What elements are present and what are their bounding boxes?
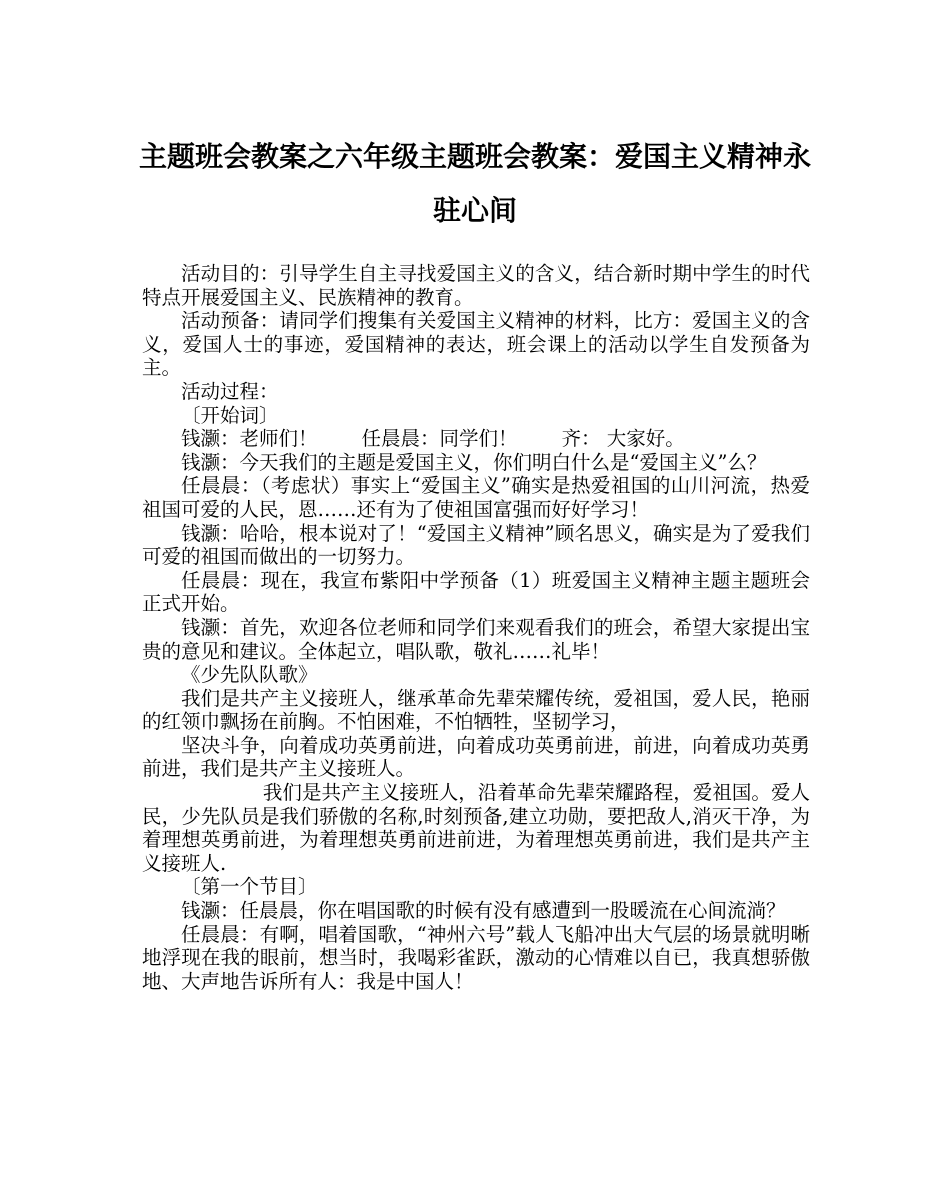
paragraph-dialogue: 钱灏：首先，欢迎各位老师和同学们来观看我们的班会，希望大家提出宝贵的意见和建议。全体起立，唱队歌，敬礼……礼毕！ — [142, 615, 810, 663]
paragraph-dialogue: 钱灏：今天我们的主题是爱国主义，你们明白什么是“爱国主义”么？ — [181, 450, 767, 474]
document-title: 主题班会教案之六年级主题班会教案：爱国主义精神永驻心间 — [138, 140, 811, 227]
greeting-part-2: 任晨晨：同学们！ — [361, 427, 518, 451]
greeting-part-3: 齐： 大家好。 — [561, 427, 685, 451]
paragraph-first-program-heading: 〔第一个节目〕 — [181, 875, 318, 899]
paragraph-dialogue: 钱灏：哈哈，根本说对了！“爱国主义精神”顾名思义，确实是为了爱我们可爱的祖国而做出的一切努力。 — [142, 521, 810, 569]
paragraph-song-lyrics: 坚决斗争，向着成功英勇前进，向着成功英勇前进，前进，向着成功英勇前进，我们是共产主义接班人。 — [142, 733, 810, 781]
paragraph-dialogue: 任晨晨：现在，我宣布紫阳中学预备（1）班爱国主义精神主题主题班会正式开始。 — [142, 568, 810, 616]
paragraph-opening-heading: 〔开始词〕 — [181, 403, 279, 427]
paragraph-dialogue: 钱灏：任晨晨，你在唱国歌的时候有没有感遭到一股暖流在心间流淌？ — [181, 899, 786, 923]
document-body — [142, 262, 810, 993]
paragraph-greeting — [142, 427, 810, 451]
paragraph-activity-process: 活动过程： — [181, 379, 279, 403]
paragraph-activity-goal: 活动目的：引导学生自主寻找爱国主义的含义，结合新时期中学生的时代特点开展爱国主义、民族精神的教育。 — [142, 262, 810, 309]
paragraph-activity-prep: 活动预备：请同学们搜集有关爱国主义精神的材料，比方：爱国主义的含义，爱国人士的事迹，爱国精神的表达，班会课上的活动以学生自发预备为主。 — [142, 309, 810, 380]
paragraph-dialogue: 任晨晨：（考虑状）事实上“爱国主义”确实是热爱祖国的山川河流，热爱祖国可爱的人民，恩……还有为了使祖国富强而好好学习！ — [142, 474, 810, 521]
paragraph-song-title: 《少先队队歌》 — [181, 663, 318, 687]
greeting-part-1: 钱灏：老师们！ — [181, 427, 318, 451]
paragraph-dialogue: 任晨晨：有啊，唱着国歌，“神州六号”载人飞船冲出大气层的场景就明晰地浮现在我的眼前，想当时，我喝彩雀跃，激动的心情难以自已，我真想骄傲地、大声地告诉所有人：我是中国人！ — [142, 922, 810, 993]
paragraph-song-lyrics: 我们是共产主义接班人，继承革命先辈荣耀传统，爱祖国，爱人民，艳丽的红领巾飘扬在前胸。不怕困难，不怕牺牲，坚韧学习， — [142, 686, 810, 734]
paragraph-song-lyrics: 我们是共产主义接班人，沿着革命先辈荣耀路程，爱祖国。爱人民，少先队员是我们骄傲的名称,时刻预备,建立功勋，要把敌人,消灭干净，为着理想英勇前进，为着理想英勇前进前进，为着理想英勇前进，我们是共产主义接班人. — [142, 781, 810, 875]
